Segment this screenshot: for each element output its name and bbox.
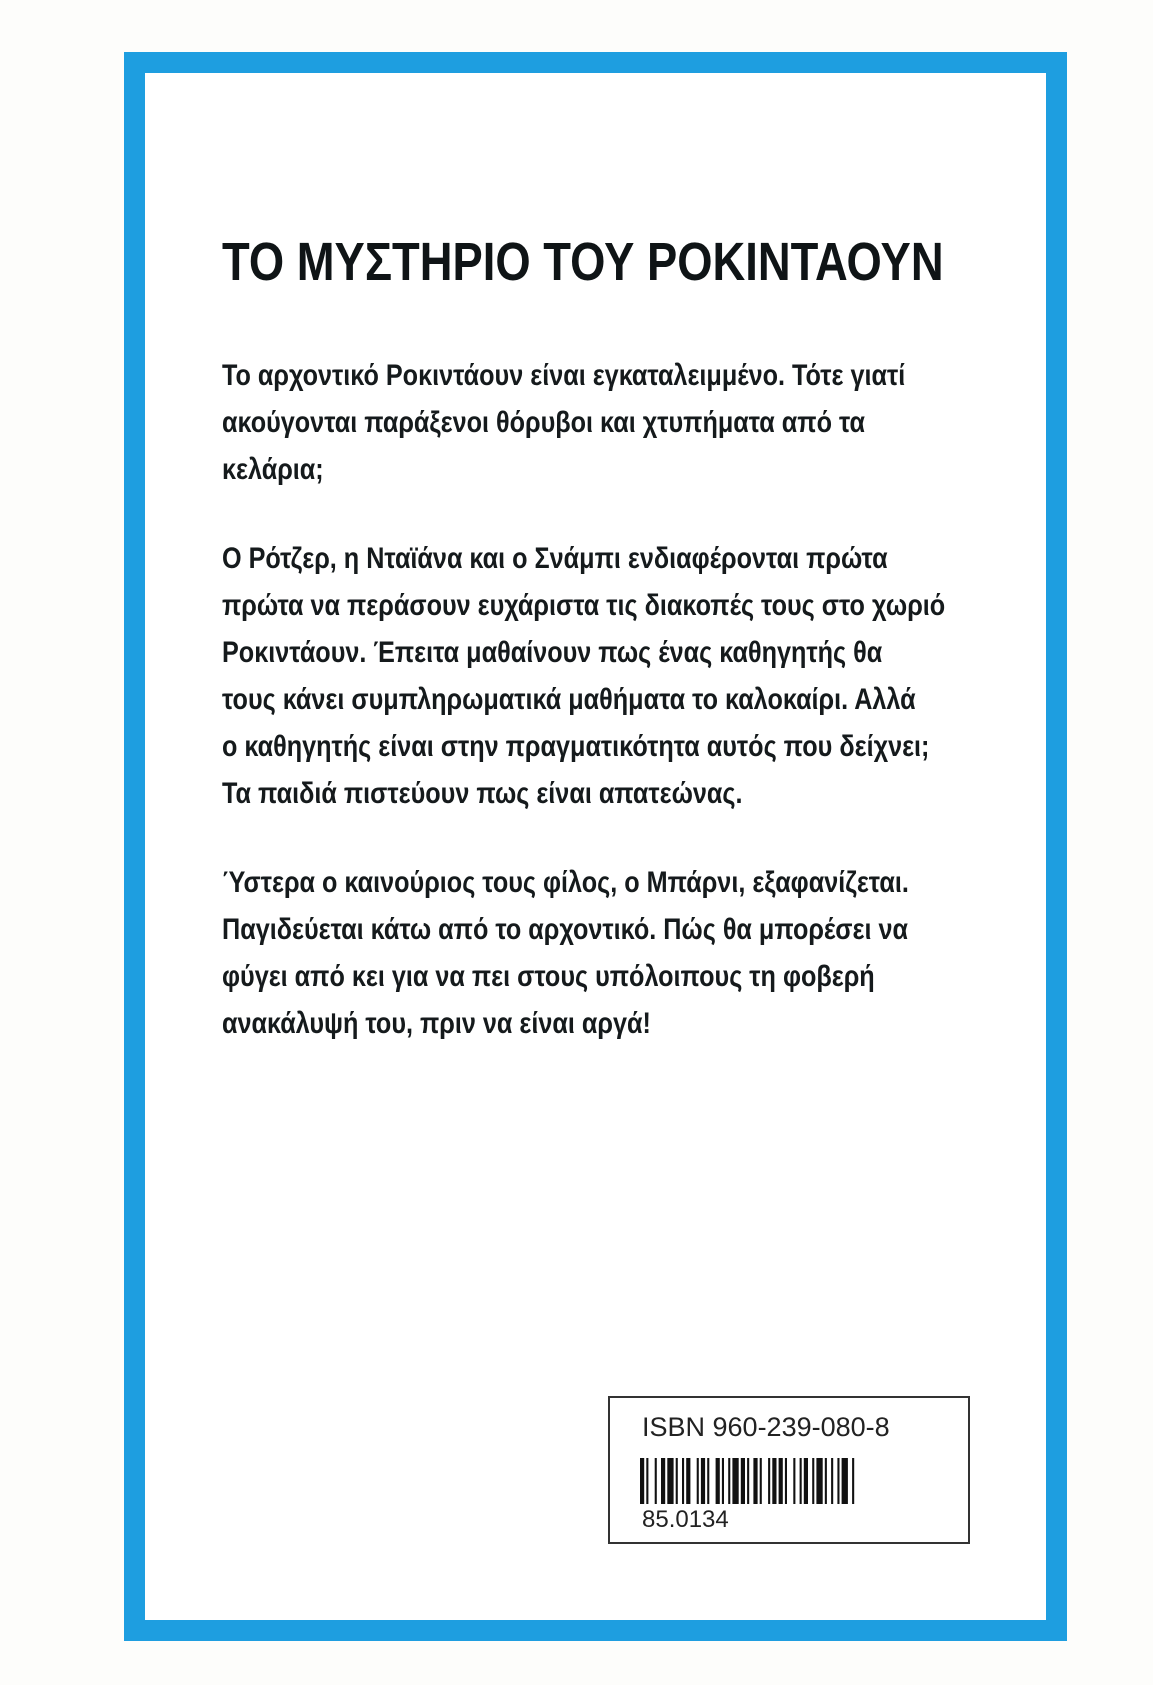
blurb-line: ανακάλυψή του, πριν να είναι αργά! (222, 1007, 651, 1040)
blurb-line: φύγει από κει για να πει στους υπόλοιπους τη φοβερή (222, 960, 875, 993)
blurb-line: κελάρια; (222, 453, 324, 486)
book-title: ΤΟ ΜΥΣΤΗΡΙΟ ΤΟΥ ΡΟΚΙΝΤΑΟΥΝ (222, 232, 944, 292)
blurb-line: πρώτα να περάσουν ευχάριστα τις διακοπές τους στο χωριό (222, 589, 946, 622)
isbn-box (608, 1396, 970, 1544)
blurb-line: Παγιδεύεται κάτω από το αρχοντικό. Πώς θα μπορέσει να (222, 913, 909, 946)
blurb-paragraph-3 (222, 859, 961, 1047)
blurb-line: τους κάνει συμπληρωματικά μαθήματα το καλοκαίρι. Αλλά (222, 683, 916, 716)
blurb-paragraph-2 (222, 535, 961, 817)
blurb (222, 352, 961, 1089)
product-code: 85.0134 (642, 1506, 729, 1533)
blurb-paragraph-1 (222, 352, 961, 493)
blurb-line: ακούγονται παράξενοι θόρυβοι και χτυπήματα από τα (222, 406, 866, 439)
blurb-line: Ροκιντάουν. Έπειτα μαθαίνουν πως ένας καθηγητής θα (222, 636, 883, 669)
blurb-line: Τα παιδιά πιστεύουν πως είναι απατεώνας. (222, 777, 743, 810)
isbn-label: ISBN 960-239-080-8 (642, 1412, 890, 1442)
blurb-line: Ύστερα ο καινούριος τους φίλος, ο Μπάρνι, εξαφανίζεται. (222, 866, 909, 899)
barcode-icon (640, 1458, 930, 1504)
blurb-line: ο καθηγητής είναι στην πραγματικότητα αυτός που δείχνει; (222, 730, 930, 763)
blurb-line: Ο Ρότζερ, η Νταϊάνα και ο Σνάμπι ενδιαφέρονται πρώτα (222, 542, 888, 575)
blurb-line: Το αρχοντικό Ροκιντάουν είναι εγκαταλειμμένο. Τότε γιατί (222, 359, 906, 392)
